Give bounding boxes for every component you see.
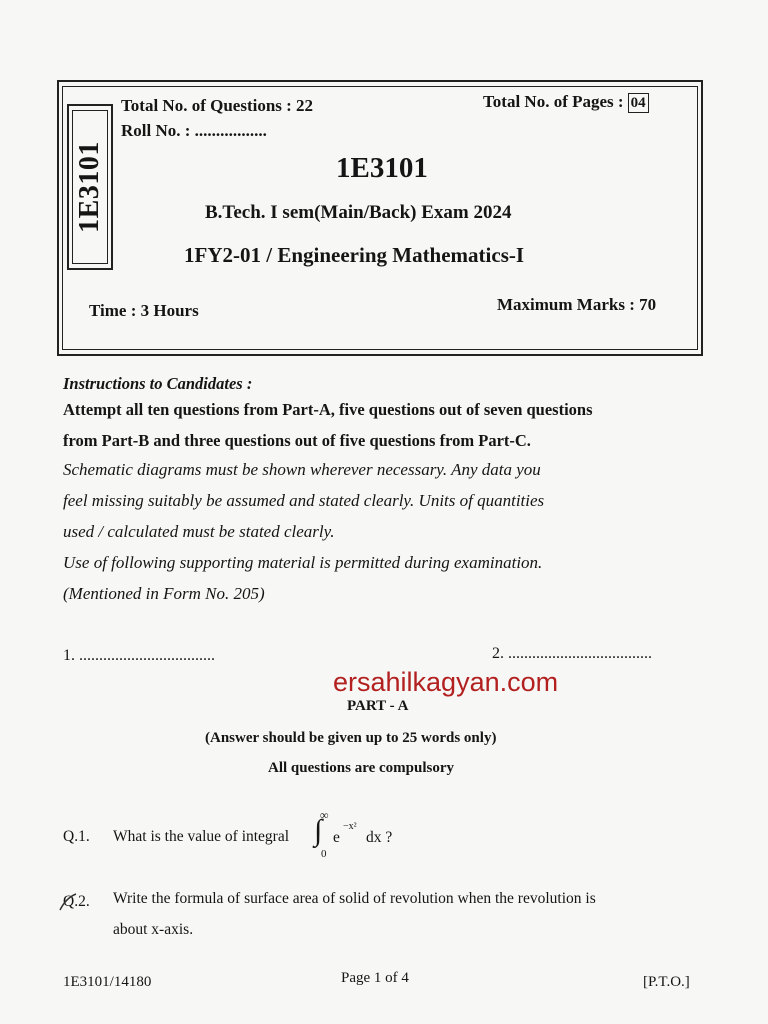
total-questions: Total No. of Questions : 22 [121, 96, 314, 115]
total-pages-label: Total No. of Pages : [483, 92, 624, 111]
q1-tail: dx ? [366, 829, 393, 846]
total-pages-value: 04 [628, 93, 649, 113]
instruction-line-6: Use of following supporting material is permitted during examination. [63, 553, 543, 572]
subject-title: 1FY2-01 / Engineering Mathematics-I [184, 243, 525, 267]
side-code-box [67, 104, 113, 270]
q2-line-2: about x-axis. [113, 921, 194, 938]
q1-number: Q.1. [63, 828, 90, 845]
instruction-line-1: Attempt all ten questions from Part-A, five questions out of seven questions [63, 400, 593, 419]
instructions-heading: Instructions to Candidates : [63, 374, 253, 393]
q1-exponent: −x² [343, 821, 357, 832]
part-a-subtitle: (Answer should be given up to 25 words only) [205, 730, 497, 746]
material-item-2: 2. .................................... [492, 645, 652, 662]
q2-number: Q.2. [63, 893, 90, 910]
part-a-title: PART - A [347, 698, 409, 714]
footer-pto: [P.T.O.] [643, 974, 690, 990]
roll-no: Roll No. : ................. [121, 121, 267, 140]
q2-line-1: Write the formula of surface area of solid of revolution when the revolution is [113, 890, 596, 907]
q1-upper-limit: ∞ [320, 808, 329, 822]
q1-integrand: e [333, 829, 340, 846]
instruction-line-7: (Mentioned in Form No. 205) [63, 584, 265, 603]
maximum-marks: Maximum Marks : 70 [497, 295, 657, 314]
instruction-line-2: from Part-B and three questions out of five questions from Part-C. [63, 431, 531, 450]
total-pages [483, 92, 649, 113]
part-a-note: All questions are compulsory [268, 760, 454, 776]
paper-code: 1E3101 [336, 152, 428, 184]
side-code: 1E3101 [74, 141, 105, 233]
q1-lower-limit: 0 [321, 848, 327, 860]
q1-text: What is the value of integral [113, 828, 290, 845]
q2-pen-mark [56, 890, 86, 914]
material-item-1: 1. .................................. [63, 647, 215, 664]
footer-page: Page 1 of 4 [341, 970, 409, 986]
instruction-line-5: used / calculated must be stated clearly. [63, 522, 335, 541]
footer-code: 1E3101/14180 [63, 974, 152, 990]
integral-sign: ∫ [314, 814, 323, 847]
watermark-text: ersahilkagyan.com [333, 667, 559, 697]
time-allowed: Time : 3 Hours [89, 301, 199, 320]
instruction-line-3: Schematic diagrams must be shown wherever necessary. Any data you [63, 460, 541, 479]
exam-title: B.Tech. I sem(Main/Back) Exam 2024 [205, 202, 512, 223]
instruction-line-4: feel missing suitably be assumed and stated clearly. Units of quantities [63, 491, 545, 510]
